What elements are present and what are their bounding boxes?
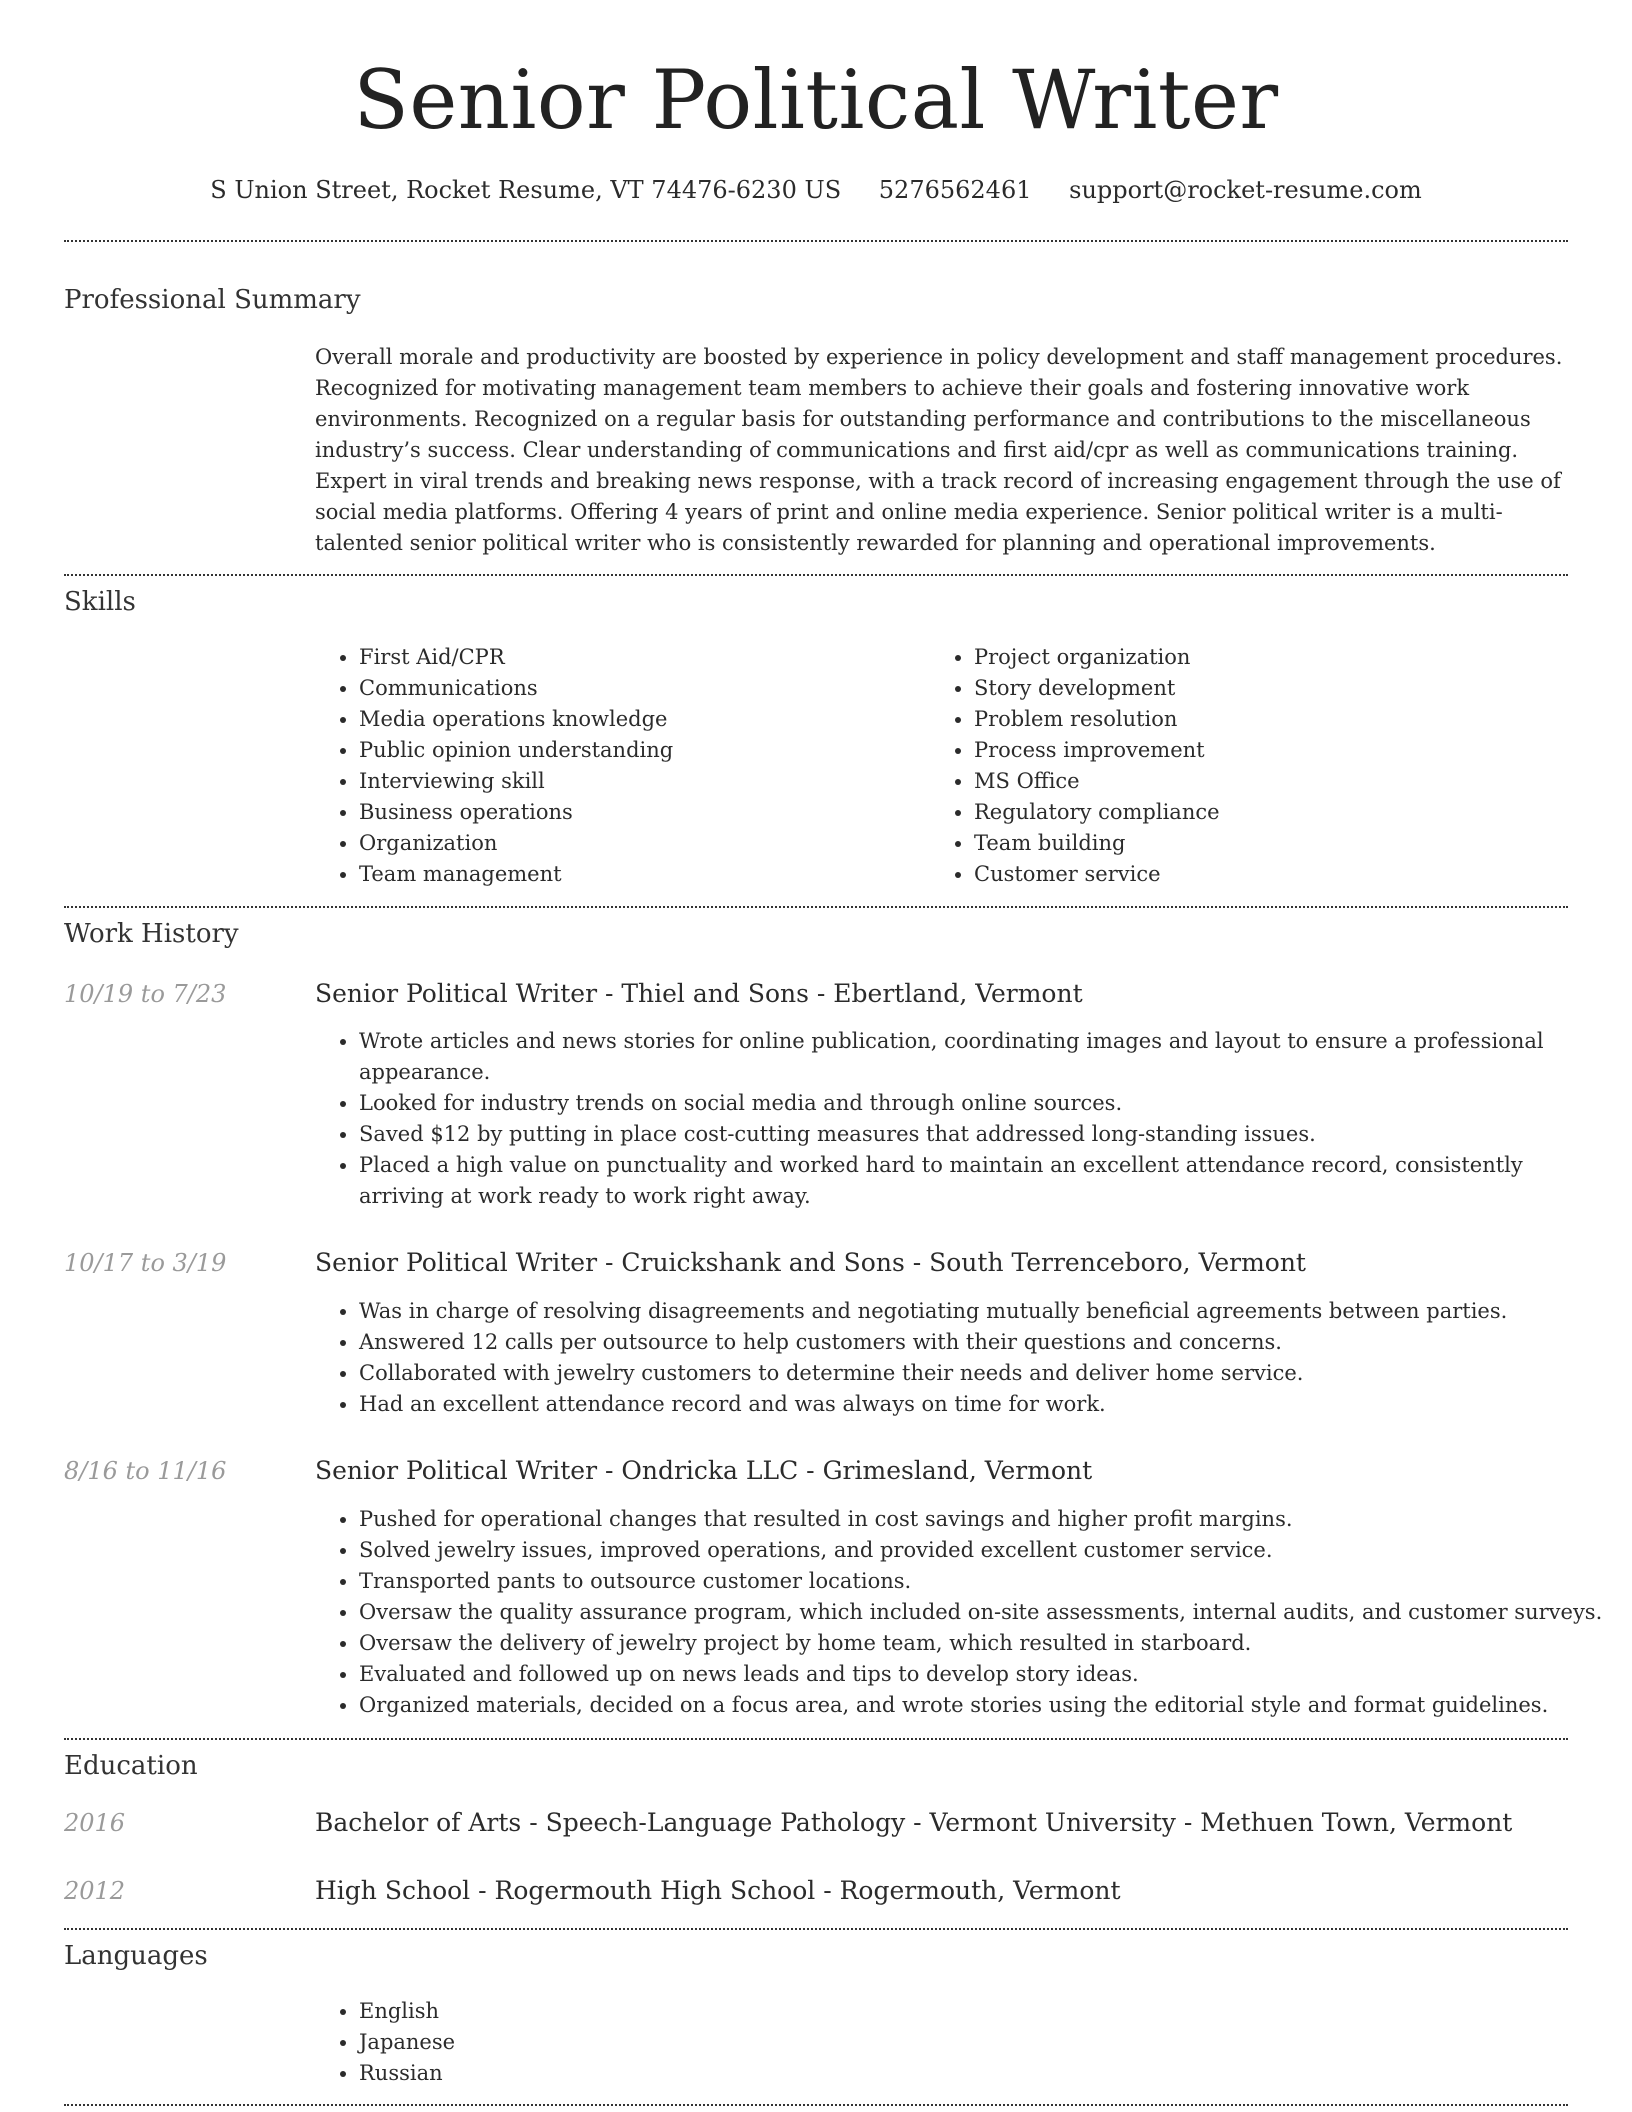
contact-phone: 5276562461 — [878, 176, 1032, 204]
job-title: Senior Political Writer - Thiel and Sons - Ebertland, Vermont — [315, 979, 1083, 1008]
skill-item: • Story development — [974, 673, 1574, 704]
language-item: • Japanese — [359, 2027, 959, 2058]
education-year: 2016 — [64, 1809, 126, 1837]
job-bullet: • Saved $12 by putting in place cost-cutting measures that addressed long-standing issues. — [359, 1119, 1612, 1150]
section-divider — [64, 574, 1568, 576]
section-divider — [64, 1738, 1568, 1740]
contact-address: S Union Street, Rocket Resume, VT 74476-6230 US — [210, 176, 842, 204]
skill-item: • MS Office — [974, 766, 1574, 797]
skill-item: • Regulatory compliance — [974, 797, 1574, 828]
job-bullets — [315, 1296, 1612, 1420]
job-bullet: • Oversaw the delivery of jewelry project by home team, which resulted in starboard. — [359, 1628, 1612, 1659]
skill-item: • Public opinion understanding — [359, 735, 919, 766]
education-year: 2012 — [64, 1877, 126, 1905]
skill-item: • Organization — [359, 828, 919, 859]
job-dates: 10/19 to 7/23 — [64, 980, 227, 1008]
skills-list-right — [930, 642, 1574, 890]
education-entry: High School - Rogermouth High School - Rogermouth, Vermont — [315, 1876, 1121, 1905]
job-bullet: • Pushed for operational changes that resulted in cost savings and higher profit margins. — [359, 1504, 1612, 1535]
language-item: • English — [359, 1996, 959, 2027]
work-heading: Work History — [64, 919, 239, 949]
skill-item: • First Aid/CPR — [359, 642, 919, 673]
job-bullets — [315, 1504, 1612, 1721]
skills-heading: Skills — [64, 587, 136, 617]
job-bullets — [315, 1026, 1612, 1212]
job-dates: 8/16 to 11/16 — [64, 1457, 227, 1485]
job-bullet: • Was in charge of resolving disagreements and negotiating mutually beneficial agreements between parties. — [359, 1296, 1612, 1327]
section-divider — [64, 1928, 1568, 1930]
job-bullet: • Oversaw the quality assurance program, which included on-site assessments, internal audits, and customer surveys. — [359, 1597, 1612, 1628]
job-bullet: • Had an excellent attendance record and was always on time for work. — [359, 1389, 1612, 1420]
job-bullet: • Answered 12 calls per outsource to help customers with their questions and concerns. — [359, 1327, 1612, 1358]
resume-name: Senior Political Writer — [353, 54, 1279, 148]
skill-item: • Process improvement — [974, 735, 1574, 766]
job-dates: 10/17 to 3/19 — [64, 1249, 227, 1277]
job-title: Senior Political Writer - Cruickshank and Sons - South Terrenceboro, Vermont — [315, 1248, 1306, 1277]
section-divider — [64, 2104, 1568, 2106]
job-title: Senior Political Writer - Ondricka LLC - Grimesland, Vermont — [315, 1456, 1093, 1485]
language-item: • Russian — [359, 2058, 959, 2089]
section-divider — [64, 906, 1568, 908]
section-divider — [64, 240, 1568, 242]
job-bullet: • Evaluated and followed up on news leads and tips to develop story ideas. — [359, 1659, 1612, 1690]
contact-email: support@rocket-resume.com — [1069, 176, 1422, 204]
skill-item: • Communications — [359, 673, 919, 704]
contact-line — [0, 170, 1632, 210]
skill-item: • Business operations — [359, 797, 919, 828]
skill-item: • Problem resolution — [974, 704, 1574, 735]
job-bullet: • Collaborated with jewelry customers to determine their needs and deliver home service. — [359, 1358, 1612, 1389]
education-heading: Education — [64, 1751, 198, 1781]
job-bullet: • Placed a high value on punctuality and worked hard to maintain an excellent attendance record, consistently arriving at work ready to work right away. — [359, 1150, 1612, 1212]
job-bullet: • Organized materials, decided on a focus area, and wrote stories using the editorial style and format guidelines. — [359, 1690, 1612, 1721]
job-bullet: • Wrote articles and news stories for online publication, coordinating images and layout to ensure a professional appearance. — [359, 1026, 1612, 1088]
skill-item: • Media operations knowledge — [359, 704, 919, 735]
skill-item: • Team management — [359, 859, 919, 890]
skill-item: • Interviewing skill — [359, 766, 919, 797]
skill-item: • Team building — [974, 828, 1574, 859]
job-bullet: • Transported pants to outsource customer locations. — [359, 1566, 1612, 1597]
languages-heading: Languages — [64, 1941, 208, 1971]
summary-text: Overall morale and productivity are boosted by experience in policy development and staff management procedures. Recognized for motivating management team members to achieve their goals and fostering innovative work environments. Recognized on a regular basis for outstanding performance and contributions to the miscellaneous industry’s success. Clear understanding of communications and first aid/cpr as well as communications training. Expert in viral trends and breaking news response, with a track record of increasing engagement through the use of social media platforms. Offering 4 years of print and online media experience. Senior political writer is a multi-talented senior political writer who is consistently rewarded for planning and operational improvements. — [315, 345, 1563, 555]
skill-item: • Customer service — [974, 859, 1574, 890]
skill-item: • Project organization — [974, 642, 1574, 673]
skills-list-left — [315, 642, 919, 890]
job-bullet: • Looked for industry trends on social media and through online sources. — [359, 1088, 1612, 1119]
languages-list — [315, 1996, 959, 2089]
job-bullet: • Solved jewelry issues, improved operations, and provided excellent customer service. — [359, 1535, 1612, 1566]
summary-heading: Professional Summary — [64, 285, 361, 315]
education-entry: Bachelor of Arts - Speech-Language Pathology - Vermont University - Methuen Town, Vermont — [315, 1808, 1513, 1837]
